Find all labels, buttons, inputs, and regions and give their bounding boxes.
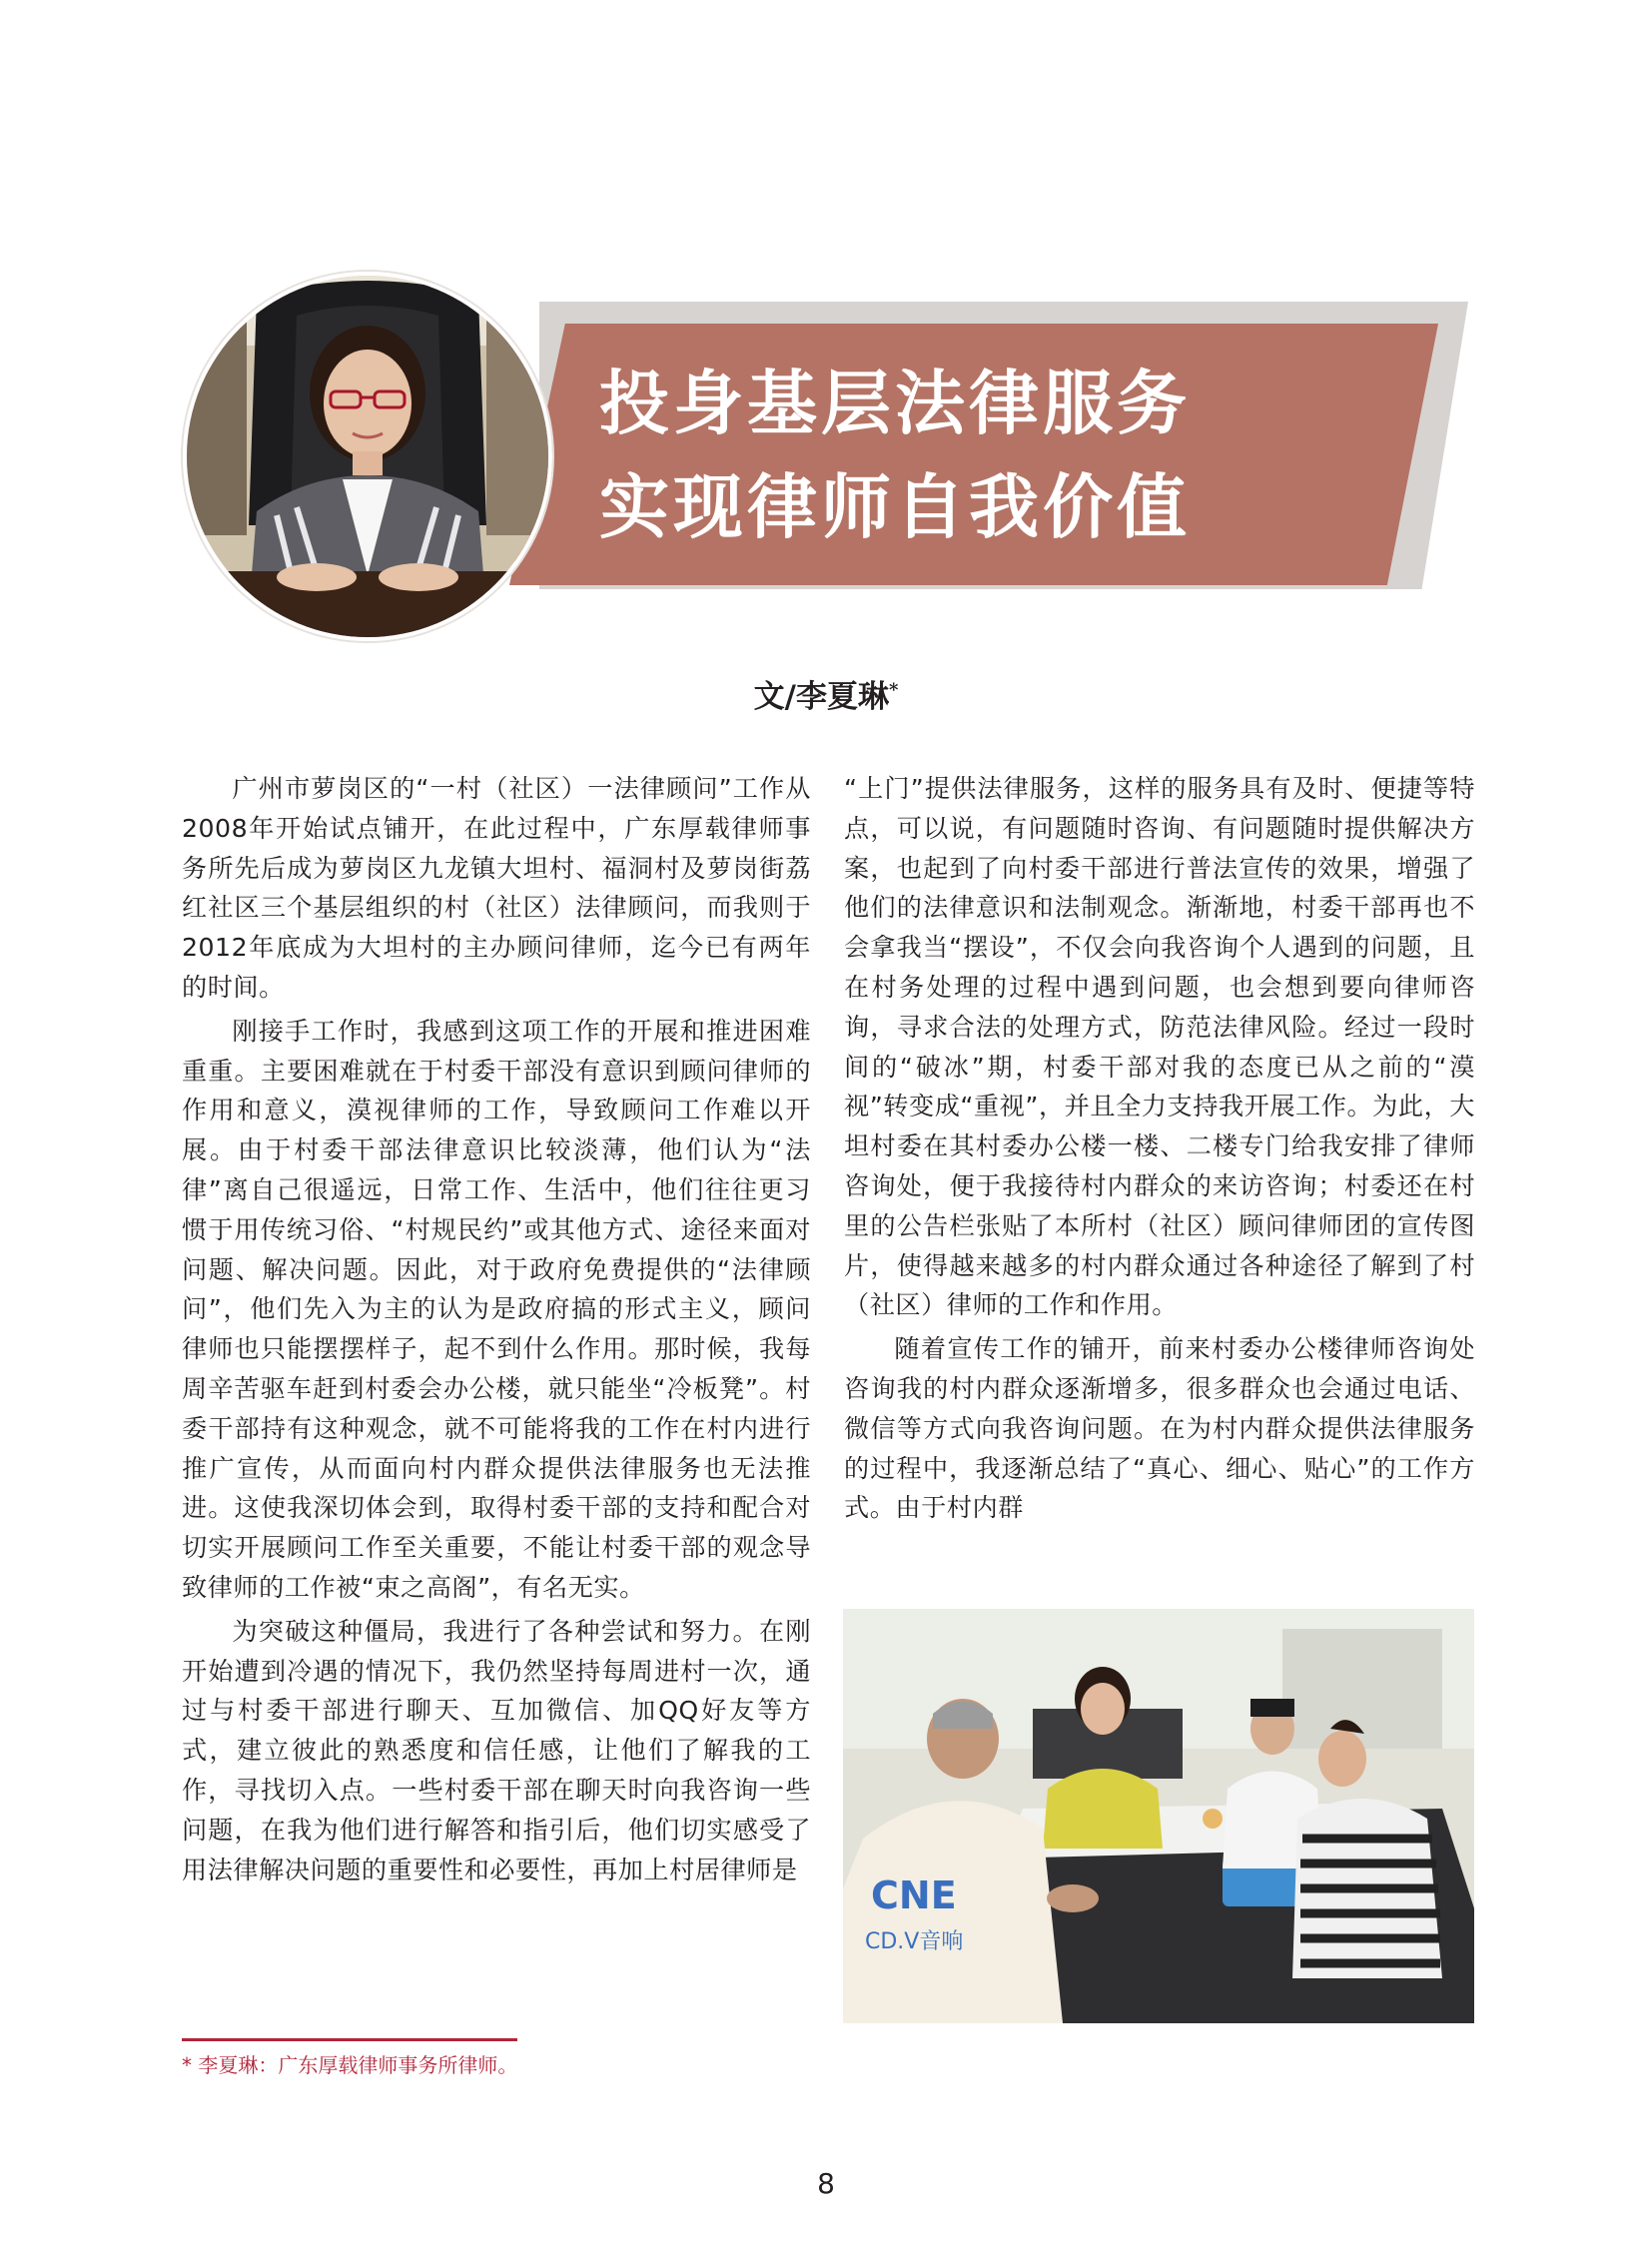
author-portrait-illustration — [187, 276, 548, 637]
shirt-print-text: CD.V音响 — [865, 1929, 964, 1954]
right-column — [844, 769, 1475, 1532]
consultation-photo-illustration — [843, 1609, 1474, 2023]
shirt-print-logo: CNE — [871, 1873, 957, 1917]
footnote-marker: * — [888, 679, 899, 701]
consultation-photo — [843, 1609, 1474, 2023]
left-column — [182, 769, 811, 1893]
article-title-line-1: 投身基层法律服务 — [599, 362, 1191, 444]
article-title-line-2: 实现律师自我价值 — [599, 465, 1191, 548]
body-paragraph: 广州市萝岗区的“一村（社区）一法律顾问”工作从2008年开始试点铺开，在此过程中，广东厚载律师事务所先后成为萝岗区九龙镇大坦村、福洞村及萝岗街荔红社区三个基层组织的村（社区）法律顾问，而我则于2012年底成为大坦村的主办顾问律师，迄今已有两年的时间。 — [182, 774, 811, 1002]
author-name: 文/李夏琳 — [753, 679, 889, 715]
footnote: * 李夏琳：广东厚载律师事务所律师。 — [182, 2053, 518, 2077]
byline — [0, 671, 1652, 716]
article-title — [599, 352, 1358, 559]
page-number: 8 — [817, 2167, 835, 2200]
body-paragraph: 刚接手工作时，我感到这项工作的开展和推进困难重重。主要困难就在于村委干部没有意识到顾问律师的作用和意义，漠视律师的工作，导致顾问工作难以开展。由于村委干部法律意识比较淡薄，他们认为“法律”离自己很遥远，日常工作、生活中，他们往往更习惯于用传统习俗、“村规民约”或其他方式、途径来面对问题、解决问题。因此，对于政府免费提供的“法律顾问”，他们先入为主的认为是政府搞的形式主义，顾问律师也只能摆摆样子，起不到什么作用。那时候，我每周辛苦驱车赶到村委会办公楼，就只能坐“冷板凳”。村委干部持有这种观念，就不可能将我的工作在村内进行推广宣传，从而面向村内群众提供法律服务也无法推进。这使我深切体会到，取得村委干部的支持和配合对切实开展顾问工作至关重要，不能让村委干部的观念导致律师的工作被“束之高阁”，有名无实。 — [182, 1016, 811, 1602]
body-paragraph: 随着宣传工作的铺开，前来村委办公楼律师咨询处咨询我的村内群众逐渐增多，很多群众也会通过电话、微信等方式向我咨询问题。在为村内群众提供法律服务的过程中，我逐渐总结了“真心、细心、贴心”的工作方式。由于村内群 — [844, 1334, 1475, 1523]
body-paragraph: “上门”提供法律服务，这样的服务具有及时、便捷等特点，可以说，有问题随时咨询、有问题随时提供解决方案，也起到了向村委干部进行普法宣传的效果，增强了他们的法律意识和法制观念。渐渐地，村委干部再也不会拿我当“摆设”，不仅会向我咨询个人遇到的问题，且在村务处理的过程中遇到问题，也会想到要向律师咨询，寻求合法的处理方式，防范法律风险。经过一段时间的“破冰”期，村委干部对我的态度已从之前的“漠视”转变成“重视”，并且全力支持我开展工作。为此，大坦村委在其村委办公楼一楼、二楼专门给我安排了律师咨询处，便于我接待村内群众的来访咨询；村委还在村里的公告栏张贴了本所村（社区）顾问律师团的宣传图片，使得越来越多的村内群众通过各种途径了解到了村（社区）律师的工作和作用。 — [844, 774, 1475, 1320]
footnote-rule — [182, 2038, 517, 2041]
body-paragraph: 为突破这种僵局，我进行了各种尝试和努力。在刚开始遭到冷遇的情况下，我仍然坚持每周进村一次，通过与村委干部进行聊天、互加微信、加QQ好友等方式，建立彼此的熟悉度和信任感，让他们了解我的工作，寻找切入点。一些村委干部在聊天时向我咨询一些问题，在我为他们进行解答和指引后，他们切实感受了用法律解决问题的重要性和必要性，再加上村居律师是 — [182, 1616, 811, 1884]
author-portrait — [183, 272, 552, 641]
